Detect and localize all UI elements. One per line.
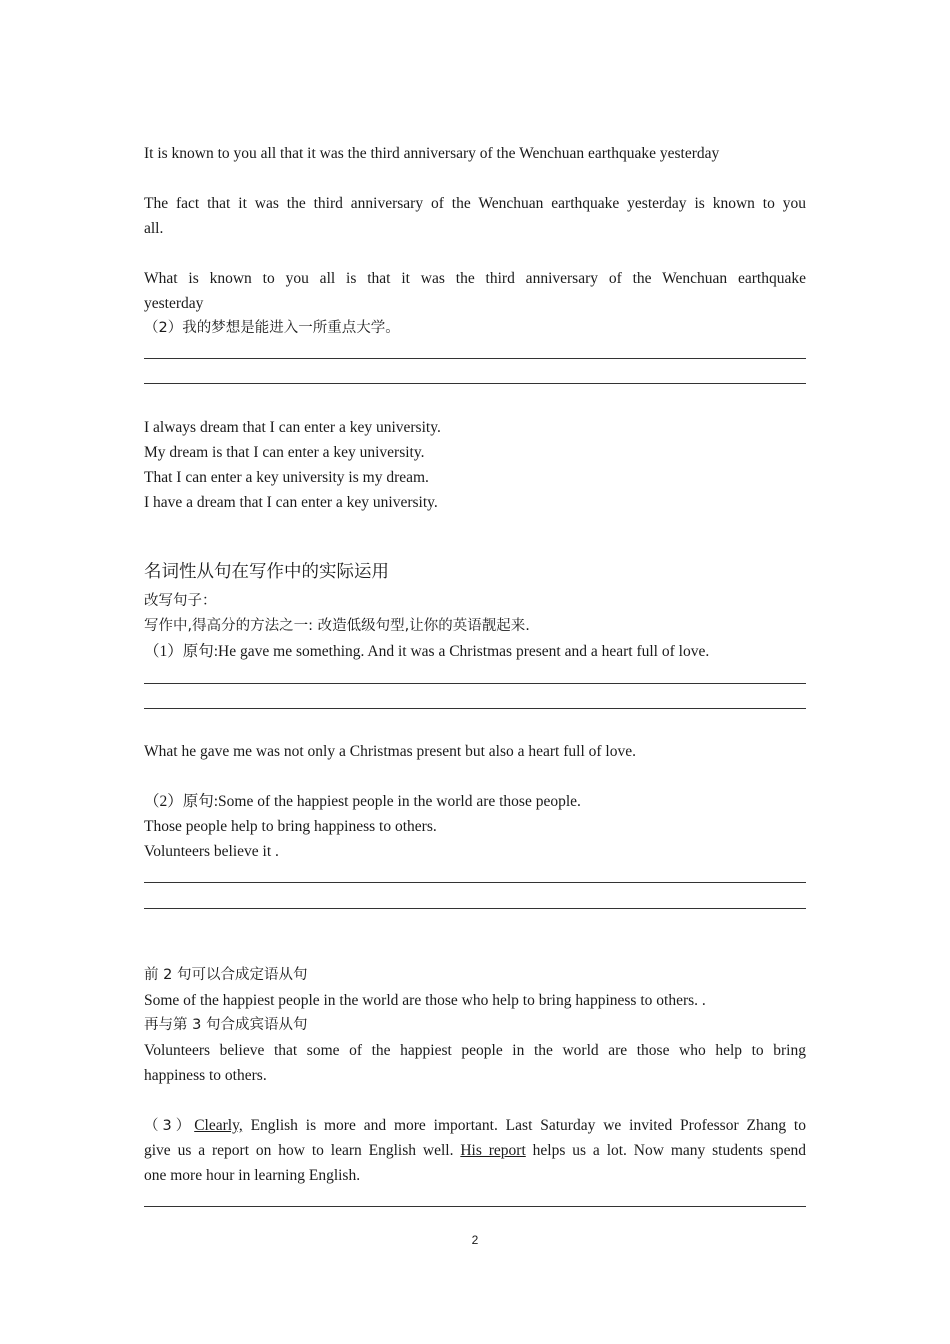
question-3-line3: one more hour in learning English. [144,1167,361,1184]
question-2-note-2: 再与第 3 句合成宾语从句 [144,1017,308,1033]
answer-blank-line [144,358,806,359]
question-3-line1 [144,1113,806,1139]
section-intro: 写作中,得高分的方法之一: 改造低级句型,让你的英语靓起来. [144,618,530,634]
question-2-prompt-line3: Volunteers believe it . [144,843,279,860]
dream-answer-4: I have a dream that I can enter a key university. [144,494,438,511]
question-2-answer-2-line1: Volunteers believe that some of the happiest people in the world are those who help to bring [144,1042,806,1059]
answer-blank-line [144,708,806,709]
question-2-note-1: 前 2 句可以合成定语从句 [144,967,308,983]
page-number: 2 [471,1233,479,1247]
section-subheading: 改写句子： [144,593,217,609]
section-heading: 名词性从句在写作中的实际运用 [144,562,389,582]
question-1-answer: What he gave me was not only a Christmas present but also a heart full of love. [144,743,636,760]
sentence-what-is-known-line2: yesterday [144,295,204,312]
question-3-text-1: English is more and more important. Last Saturday we invited Professor Zhang to [242,1117,806,1134]
question-2-prompt-line1: （2）原句:Some of the happiest people in the world are those people. [144,793,581,810]
question-dream-prompt: （2）我的梦想是能进入一所重点大学。 [144,320,400,336]
question-3-number: （3） [144,1118,195,1134]
question-2-answer-2-line2: happiness to others. [144,1067,267,1084]
answer-blank-line [144,1206,806,1207]
question-2-answer-1: Some of the happiest people in the world are those who help to bring happiness to others. . [144,992,706,1009]
question-3-line2 [144,1138,806,1163]
underlined-his-report: His report [460,1142,526,1159]
sentence-the-fact-that-line2: all. [144,220,164,237]
answer-blank-line [144,383,806,384]
sentence-the-fact-that-line1: The fact that it was the third anniversary of the Wenchuan earthquake yesterday is known to you [144,195,806,212]
answer-blank-line [144,908,806,909]
question-1-prompt: （1）原句:He gave me something. And it was a Christmas present and a heart full of love. [144,643,710,660]
dream-answer-1: I always dream that I can enter a key university. [144,419,441,436]
question-3-text-3: helps us a lot. Now many students spend [525,1142,806,1159]
dream-answer-2: My dream is that I can enter a key university. [144,444,425,461]
dream-answer-3: That I can enter a key university is my dream. [144,469,429,486]
answer-blank-line [144,882,806,883]
underlined-clearly: Clearly, [194,1117,243,1134]
sentence-what-is-known-line1: What is known to you all is that it was the third anniversary of the Wenchuan earthquake [144,270,806,287]
answer-blank-line [144,683,806,684]
sentence-known-to-you-all: It is known to you all that it was the third anniversary of the Wenchuan earthquake yesterday [144,145,720,162]
question-3-text-2: give us a report on how to learn English well. [144,1142,461,1159]
question-2-prompt-line2: Those people help to bring happiness to others. [144,818,437,835]
